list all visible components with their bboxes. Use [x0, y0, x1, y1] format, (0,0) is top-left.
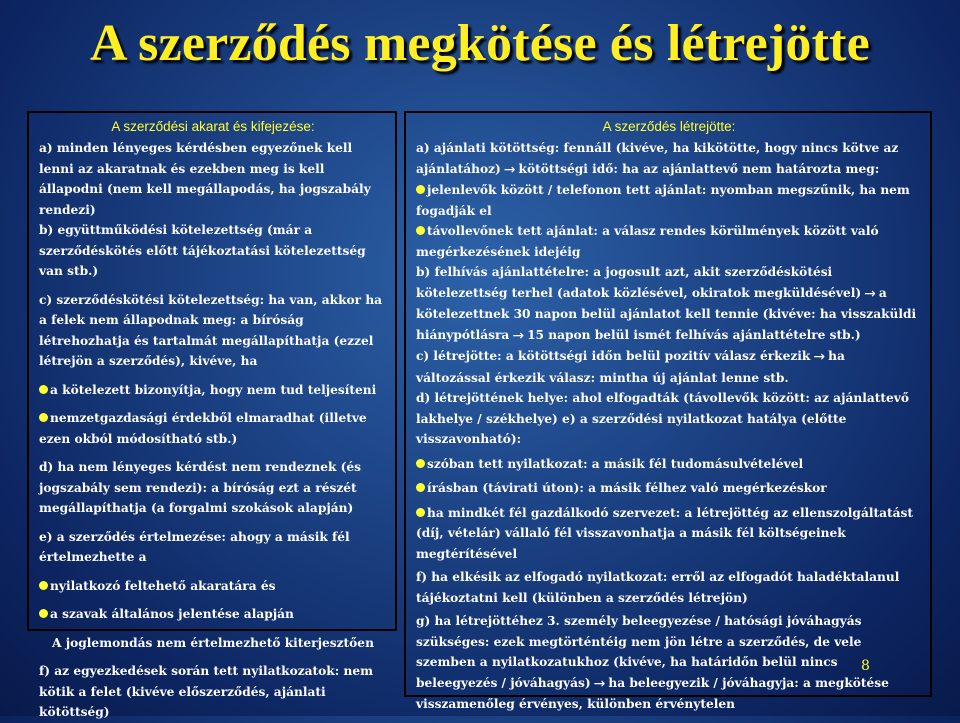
page-number: 8: [861, 658, 870, 674]
bullet-text: távollevőnek tett ajánlat: a válasz rendes körülmények között való megérkezésének idejéig: [416, 224, 879, 259]
bullet-dot-icon: [416, 185, 425, 194]
bullet-text: a kötelezett bizonyítja, hogy nem tud teljesíteni: [50, 382, 377, 397]
point-b-invitation: [416, 262, 922, 346]
right-arrow-icon: →: [512, 327, 525, 344]
bullet-item: [416, 478, 922, 499]
text-segment: a kötelezettnek 30 napon belül ajánlatot kell tennie (kivéve: ha visszaküldi hiánypótlásra: [416, 285, 917, 342]
text-segment: ha beleegyezik / jóváhagyja: a megkötése visszamenőleg érvényes, különben érvénytelen: [416, 675, 889, 711]
bullet-item: [416, 180, 922, 221]
bullet-text: jelenlevők között / telefonon tett ajánlat: nyomban megszűnik, ha nem fogadják el: [416, 183, 910, 218]
right-arrow-icon: →: [864, 285, 876, 302]
bullet-item: [416, 221, 922, 262]
text-segment: ha változással érkezik válasz: mintha új ajánlat lenne stb.: [416, 349, 845, 385]
bullet-text: írásban (távirati úton): a másik félhez való megérkezéskor: [427, 481, 827, 495]
bullet-dot-icon: [416, 483, 425, 492]
bullet-item: [416, 503, 922, 565]
text-segment: c) létrejötte: a kötöttségi időn belül pozitív válasz érkezik: [416, 349, 811, 363]
point-a-agreement: a) minden lényeges kérdésben egyezőnek kell lenni az akaratnak és ezekben meg is kell állapodni (nem kell megállapodás, ha jogszabály rendezi): [39, 141, 371, 217]
right-arrow-icon: →: [503, 161, 516, 178]
bullet-dot-icon: [39, 581, 48, 590]
contract-intent-panel: [27, 111, 397, 719]
bullet-text: nyilatkozó feltehető akaratára és: [50, 578, 276, 593]
panel-heading-intent: A szerződési akarat és kifejezése:: [111, 119, 315, 134]
point-g-third-party-consent: [416, 611, 922, 715]
point-d-nonessential: d) ha nem lényeges kérdést nem rendeznek (és jogszabály sem rendezi): a bíróság ezt a részét megállapíthatja (a forgalmi szokások alapján): [39, 460, 362, 515]
bullet-dot-icon: [416, 508, 425, 517]
bullet-dot-icon: [39, 609, 48, 618]
contract-formation-panel: [404, 111, 932, 711]
right-arrow-icon: →: [813, 349, 826, 365]
slide-title: A szerződés megkötése és létrejötte: [90, 15, 870, 72]
point-d-place: d) létrejöttének helye: ahol elfogadták (távollevők között: az ajánlattevő lakhelye / székhelye) e) a szerződési nyilatkozat hatálya (előtte visszavonható):: [416, 391, 909, 446]
point-b-cooperation: b) együttműködési kötelezettség (már a szerződéskötés előtt tájékoztatási kötelezettség van stb.): [39, 223, 366, 278]
bullet-dot-icon: [39, 385, 48, 394]
bullet-item: [39, 408, 387, 449]
bullet-item: [39, 380, 387, 401]
bullet-item: [39, 604, 387, 625]
bullet-text: nemzetgazdasági érdekből elmaradhat (illetve ezen okból módosítható stb.): [39, 411, 367, 446]
bullet-dot-icon: [416, 226, 425, 235]
bullet-dot-icon: [416, 459, 425, 468]
bullet-dot-icon: [39, 413, 48, 422]
bullet-text: ha mindkét fél gazdálkodó szervezet: a létrejöttég az ellenszolgáltatást (díj, vételár) vállaló fél visszavonhatja a másik fél költségeinek megtérítésével: [416, 505, 914, 561]
panel-heading-formation: A szerződés létrejötte:: [602, 119, 736, 134]
text-segment: 15 napon belül ismét felhívás ajánlattételre stb.): [527, 327, 861, 342]
point-e-interpretation: e) a szerződés értelmezése: ahogy a másik fél értelmezhette a: [39, 529, 350, 564]
text-segment: a) ajánlati kötöttség: fennáll (kivéve, ha kikötötte, hogy nincs kötve az ajánlatához): [416, 141, 899, 176]
bullet-item: [39, 576, 387, 597]
point-c-formation: [416, 346, 922, 388]
right-arrow-icon: →: [593, 675, 606, 692]
bullet-text: a szavak általános jelentése alapján: [50, 607, 294, 621]
point-a-binding-offer: [416, 138, 922, 180]
point-c-obligation: c) szerződéskötési kötelezettség: ha van, akkor ha a felek nem állapodnak meg: a bíróság létrehozhatja és tartalmát megállapíthatja (ezzel létrejön a szerződés), kivéve, ha: [39, 292, 383, 368]
text-segment: g) ha létrejöttéhez 3. személy beleegyezése / hatósági jóváhagyás szükséges: ezek megtörténtéig nem jön létre a szerződés, de vele szemben a nyilatkozatukhoz (kivéve, ha határidőn belül nincs beleegyezés / jóváhagyás): [416, 614, 862, 690]
bullet-item: [416, 454, 922, 475]
point-f-negotiations: f) az egyezkedések során tett nyilatkozatok: nem kötik a felet (kivéve előszerződés, ajánlati kötöttség): [39, 664, 373, 719]
bullet-text: szóban tett nyilatkozat: a másik fél tudomásulvételével: [427, 456, 804, 471]
maxim-line: A joglemondás nem értelmezhető kiterjesztően: [52, 635, 374, 650]
point-f-late-acceptance: f) ha elkésik az elfogadó nyilatkozat: erről az elfogadót haladéktalanul tájékoztatni kell (különben a szerződés létrejön): [416, 570, 900, 605]
text-segment: kötöttségi idő: ha az ajánlattevő nem határozta meg:: [518, 161, 880, 176]
text-segment: b) felhívás ajánlattételre: a jogosult azt, akit szerződéskötési kötelezettség terhel (adatok közlésével, okiratok megküldésével): [416, 265, 862, 300]
